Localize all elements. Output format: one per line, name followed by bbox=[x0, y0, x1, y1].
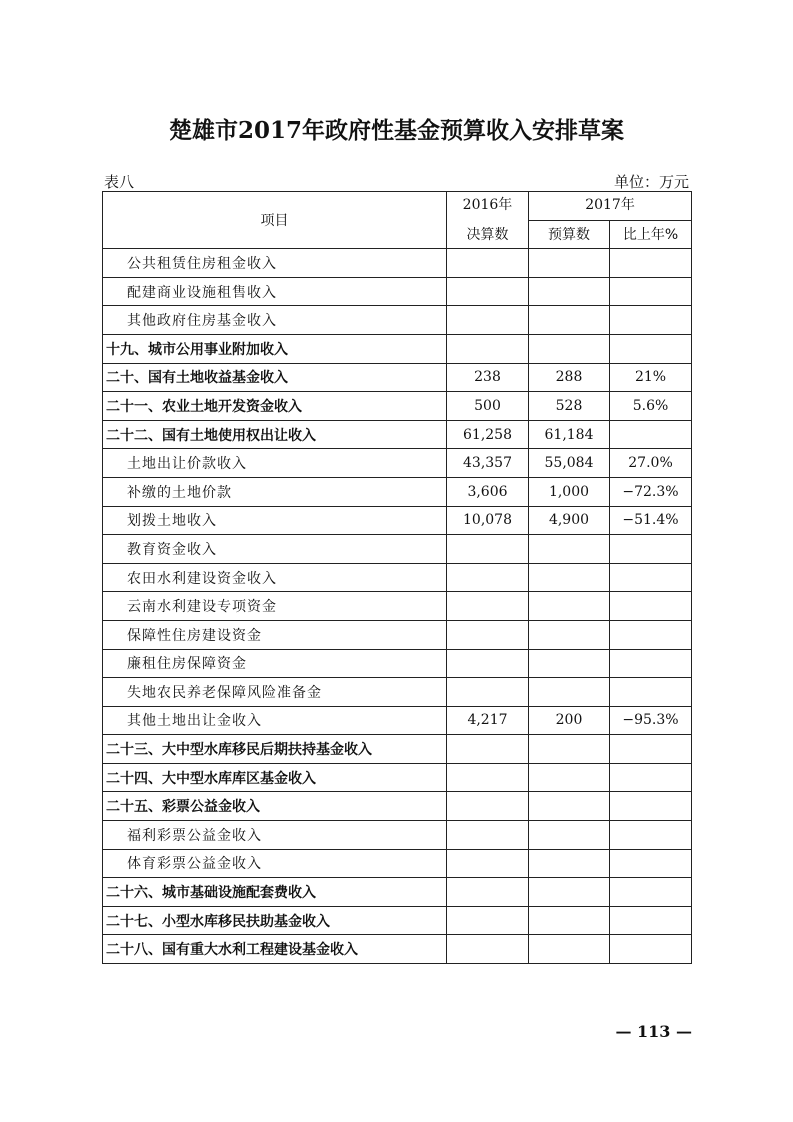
row-item-cell: 二十五、彩票公益金收入 bbox=[103, 792, 447, 821]
row-budget-2017-cell bbox=[529, 620, 610, 649]
table-row bbox=[103, 649, 692, 678]
row-final-2016-cell bbox=[447, 849, 529, 878]
table-row bbox=[103, 821, 692, 850]
row-budget-2017-cell: 4,900 bbox=[529, 506, 610, 535]
row-final-2016-cell bbox=[447, 563, 529, 592]
row-budget-2017-cell bbox=[529, 849, 610, 878]
row-change-cell bbox=[610, 334, 692, 363]
row-change-cell bbox=[610, 678, 692, 707]
row-item-cell: 农田水利建设资金收入 bbox=[103, 563, 447, 592]
row-item-cell: 二十一、农业土地开发资金收入 bbox=[103, 392, 447, 421]
row-final-2016-cell: 238 bbox=[447, 363, 529, 392]
row-final-2016-cell bbox=[447, 277, 529, 306]
header-change-pct: 比上年% bbox=[610, 220, 692, 249]
row-budget-2017-cell bbox=[529, 563, 610, 592]
row-budget-2017-cell bbox=[529, 249, 610, 278]
row-change-cell: 5.6% bbox=[610, 392, 692, 421]
row-change-cell: −51.4% bbox=[610, 506, 692, 535]
row-change-cell bbox=[610, 906, 692, 935]
table-row bbox=[103, 249, 692, 278]
row-budget-2017-cell: 288 bbox=[529, 363, 610, 392]
table-row bbox=[103, 935, 692, 964]
table-row bbox=[103, 306, 692, 335]
row-final-2016-cell bbox=[447, 792, 529, 821]
row-final-2016-cell bbox=[447, 735, 529, 764]
row-change-cell bbox=[610, 849, 692, 878]
table-row bbox=[103, 678, 692, 707]
row-budget-2017-cell: 200 bbox=[529, 706, 610, 735]
table-row bbox=[103, 792, 692, 821]
row-budget-2017-cell bbox=[529, 334, 610, 363]
row-final-2016-cell: 500 bbox=[447, 392, 529, 421]
row-item-cell: 保障性住房建设资金 bbox=[103, 620, 447, 649]
table-row bbox=[103, 849, 692, 878]
row-budget-2017-cell bbox=[529, 763, 610, 792]
table-row bbox=[103, 592, 692, 621]
row-final-2016-cell bbox=[447, 906, 529, 935]
row-item-cell: 二十四、大中型水库库区基金收入 bbox=[103, 763, 447, 792]
row-final-2016-cell bbox=[447, 306, 529, 335]
row-budget-2017-cell: 1,000 bbox=[529, 477, 610, 506]
table-body bbox=[103, 249, 692, 964]
table-row bbox=[103, 535, 692, 564]
row-budget-2017-cell: 55,084 bbox=[529, 449, 610, 478]
row-change-cell bbox=[610, 878, 692, 907]
header-year-2017: 2017年 bbox=[529, 192, 692, 221]
row-item-cell: 配建商业设施租售收入 bbox=[103, 277, 447, 306]
header-budget: 预算数 bbox=[529, 220, 610, 249]
table-row bbox=[103, 878, 692, 907]
row-final-2016-cell bbox=[447, 334, 529, 363]
row-item-cell: 其他政府住房基金收入 bbox=[103, 306, 447, 335]
row-change-cell bbox=[610, 792, 692, 821]
table-row bbox=[103, 906, 692, 935]
row-change-cell: 27.0% bbox=[610, 449, 692, 478]
table-header bbox=[103, 192, 692, 249]
row-change-cell: −72.3% bbox=[610, 477, 692, 506]
row-item-cell: 二十、国有土地收益基金收入 bbox=[103, 363, 447, 392]
row-change-cell bbox=[610, 735, 692, 764]
row-budget-2017-cell bbox=[529, 277, 610, 306]
budget-table bbox=[102, 191, 692, 964]
unit-label: 单位：万元 bbox=[613, 173, 689, 191]
row-budget-2017-cell: 61,184 bbox=[529, 420, 610, 449]
row-change-cell: 21% bbox=[610, 363, 692, 392]
row-item-cell: 补缴的土地价款 bbox=[103, 477, 447, 506]
table-row bbox=[103, 620, 692, 649]
row-item-cell: 土地出让价款收入 bbox=[103, 449, 447, 478]
header-item: 项目 bbox=[103, 192, 447, 249]
row-item-cell: 二十八、国有重大水利工程建设基金收入 bbox=[103, 935, 447, 964]
row-change-cell bbox=[610, 277, 692, 306]
row-change-cell bbox=[610, 821, 692, 850]
row-item-cell: 体育彩票公益金收入 bbox=[103, 849, 447, 878]
row-final-2016-cell bbox=[447, 535, 529, 564]
row-item-cell: 其他土地出让金收入 bbox=[103, 706, 447, 735]
row-final-2016-cell bbox=[447, 592, 529, 621]
row-final-2016-cell: 4,217 bbox=[447, 706, 529, 735]
row-budget-2017-cell bbox=[529, 649, 610, 678]
row-final-2016-cell bbox=[447, 620, 529, 649]
table-row bbox=[103, 563, 692, 592]
row-item-cell: 二十二、国有土地使用权出让收入 bbox=[103, 420, 447, 449]
row-change-cell bbox=[610, 420, 692, 449]
table-row bbox=[103, 449, 692, 478]
row-budget-2017-cell bbox=[529, 535, 610, 564]
row-change-cell bbox=[610, 249, 692, 278]
page-number: — 113 — bbox=[615, 1022, 692, 1041]
row-budget-2017-cell bbox=[529, 306, 610, 335]
table-row bbox=[103, 763, 692, 792]
row-final-2016-cell bbox=[447, 935, 529, 964]
row-change-cell bbox=[610, 535, 692, 564]
table-row bbox=[103, 506, 692, 535]
row-budget-2017-cell bbox=[529, 878, 610, 907]
row-change-cell bbox=[610, 620, 692, 649]
row-final-2016-cell bbox=[447, 821, 529, 850]
row-budget-2017-cell bbox=[529, 735, 610, 764]
row-item-cell: 公共租赁住房租金收入 bbox=[103, 249, 447, 278]
row-item-cell: 失地农民养老保障风险准备金 bbox=[103, 678, 447, 707]
row-budget-2017-cell bbox=[529, 792, 610, 821]
row-item-cell: 福利彩票公益金收入 bbox=[103, 821, 447, 850]
table-row bbox=[103, 735, 692, 764]
table-row bbox=[103, 706, 692, 735]
row-item-cell: 划拨土地收入 bbox=[103, 506, 447, 535]
row-change-cell bbox=[610, 306, 692, 335]
row-budget-2017-cell bbox=[529, 906, 610, 935]
table-row bbox=[103, 277, 692, 306]
header-year-2016: 2016年 bbox=[447, 192, 529, 221]
row-final-2016-cell: 3,606 bbox=[447, 477, 529, 506]
row-final-2016-cell bbox=[447, 763, 529, 792]
table-row bbox=[103, 392, 692, 421]
row-final-2016-cell bbox=[447, 649, 529, 678]
document-title: 楚雄市2017年政府性基金预算收入安排草案 bbox=[168, 117, 624, 144]
table-row bbox=[103, 420, 692, 449]
row-item-cell: 云南水利建设专项资金 bbox=[103, 592, 447, 621]
header-final-accounts: 决算数 bbox=[447, 220, 529, 249]
row-budget-2017-cell bbox=[529, 821, 610, 850]
row-final-2016-cell: 61,258 bbox=[447, 420, 529, 449]
row-final-2016-cell bbox=[447, 878, 529, 907]
row-change-cell bbox=[610, 649, 692, 678]
row-change-cell bbox=[610, 763, 692, 792]
row-change-cell: −95.3% bbox=[610, 706, 692, 735]
row-change-cell bbox=[610, 592, 692, 621]
row-budget-2017-cell bbox=[529, 592, 610, 621]
row-item-cell: 二十三、大中型水库移民后期扶持基金收入 bbox=[103, 735, 447, 764]
row-item-cell: 十九、城市公用事业附加收入 bbox=[103, 334, 447, 363]
row-budget-2017-cell: 528 bbox=[529, 392, 610, 421]
table-row bbox=[103, 363, 692, 392]
table-row bbox=[103, 334, 692, 363]
row-final-2016-cell bbox=[447, 249, 529, 278]
row-budget-2017-cell bbox=[529, 678, 610, 707]
table-label: 表八 bbox=[104, 173, 135, 191]
row-final-2016-cell bbox=[447, 678, 529, 707]
row-final-2016-cell: 10,078 bbox=[447, 506, 529, 535]
row-item-cell: 二十七、小型水库移民扶助基金收入 bbox=[103, 906, 447, 935]
row-item-cell: 二十六、城市基础设施配套费收入 bbox=[103, 878, 447, 907]
table-row bbox=[103, 477, 692, 506]
row-item-cell: 廉租住房保障资金 bbox=[103, 649, 447, 678]
row-item-cell: 教育资金收入 bbox=[103, 535, 447, 564]
row-final-2016-cell: 43,357 bbox=[447, 449, 529, 478]
row-change-cell bbox=[610, 935, 692, 964]
row-budget-2017-cell bbox=[529, 935, 610, 964]
row-change-cell bbox=[610, 563, 692, 592]
